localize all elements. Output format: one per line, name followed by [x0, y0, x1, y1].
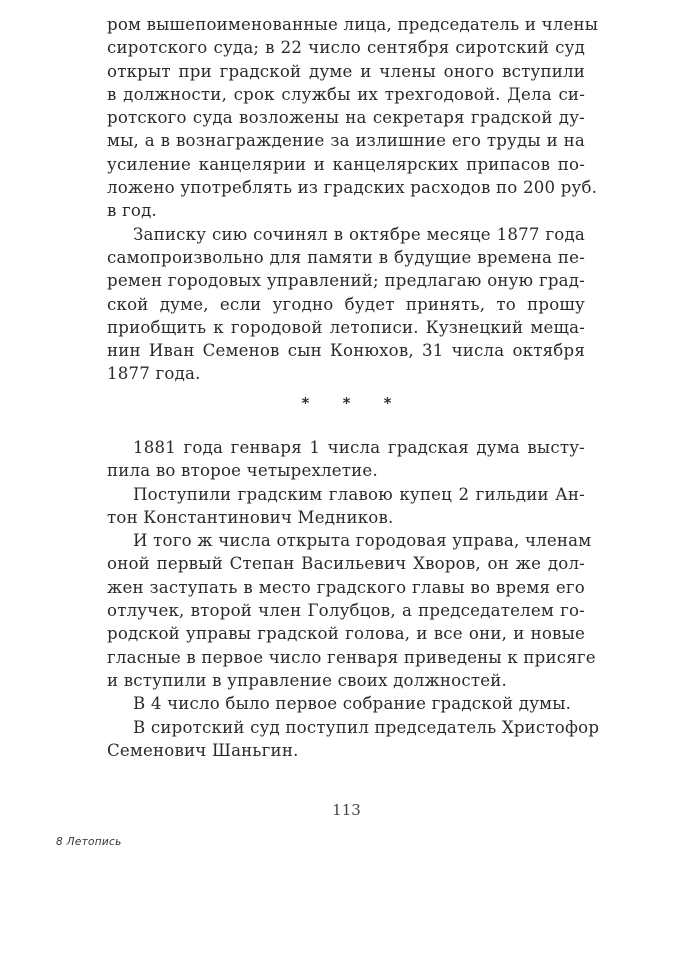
text-line: мы, а в вознаграждение за излишние его труды и на: [107, 131, 585, 151]
text-line: И того ж числа открыта городовая управа, членам: [133, 531, 592, 551]
text-line: гласные в первое число генваря приведены к присяге: [107, 647, 596, 667]
page-number: 113: [332, 801, 361, 819]
text-line: тон Константинович Медников.: [107, 507, 394, 527]
text-line: отлучек, второй член Голубцов, а председателем го-: [107, 601, 585, 621]
paragraph: [107, 13, 599, 223]
text-line: в должности, срок службы их трехгодовой. Дела си-: [107, 84, 585, 104]
text-line: ротского суда возложены на секретаря градской ду-: [107, 108, 585, 128]
text-line: открыт при градской думе и члены оного вступили: [107, 61, 585, 81]
text-line: оной первый Степан Васильевич Хворов, он же дол-: [107, 554, 585, 574]
text-line: Записку сию сочинял в октябре месяце 1877 года: [133, 224, 585, 244]
printer-signature: 8 Летопись: [56, 836, 122, 848]
text-line: родской управы градской голова, и все они, и новые: [107, 624, 585, 644]
paragraph: [107, 223, 585, 386]
paragraph: [107, 436, 585, 483]
paragraph: [107, 716, 600, 763]
text-line: пила во второе четырехлетие.: [107, 461, 378, 481]
text-line: 1881 года генваря 1 числа градская дума высту-: [133, 438, 585, 457]
text-line: жен заступать в место градского главы во время его: [107, 577, 585, 597]
text-line: ром вышепоименованные лица, председатель и члены: [107, 15, 599, 34]
text-block-top: [107, 13, 599, 386]
text-line: сиротского суда; в 22 число сентября сиротский суд: [107, 38, 585, 58]
text-line: В 4 число было первое собрание градской думы.: [133, 694, 572, 714]
text-line: приобщить к городовой летописи. Кузнецкий меща-: [107, 317, 585, 337]
text-line: 1877 года.: [107, 364, 201, 384]
text-line: в год.: [107, 201, 157, 221]
text-line: В сиротский суд поступил председатель Христофор: [133, 717, 600, 737]
text-line: ложено употреблять из градских расходов по 200 руб.: [107, 178, 598, 198]
text-line: Семенович Шаньгин.: [107, 740, 299, 760]
paragraph: [107, 529, 596, 692]
paragraph: [107, 483, 585, 530]
paragraph: [107, 692, 585, 715]
text-line: ремен городовых управлений; предлагаю оную град-: [107, 271, 585, 291]
section-separator: * * *: [301, 394, 406, 412]
text-line: Поступили градским главою купец 2 гильдии Ан-: [133, 484, 585, 504]
text-block-bottom: [107, 436, 600, 762]
text-line: нин Иван Семенов сын Конюхов, 31 числа октября: [107, 341, 585, 361]
text-line: и вступили в управление своих должностей.: [107, 670, 507, 690]
text-line: ской думе, если угодно будет принять, то прошу: [107, 294, 585, 314]
text-line: самопроизвольно для памяти в будущие времена пе-: [107, 247, 585, 267]
text-line: усиление канцелярии и канцелярских припасов по-: [107, 154, 585, 174]
